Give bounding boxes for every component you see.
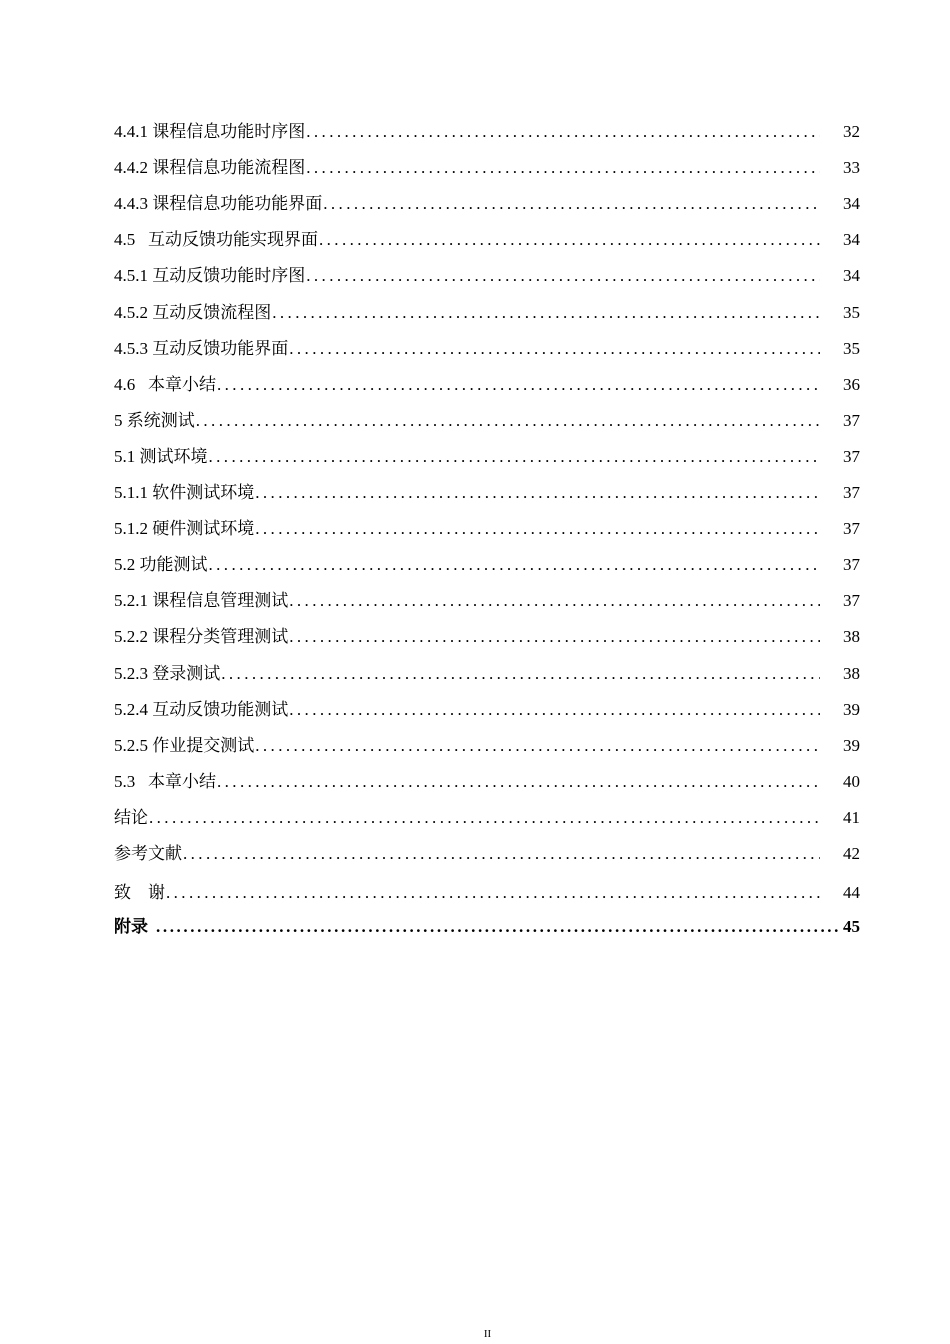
toc-entry-label: 致 谢 [114,882,165,902]
toc-entry-page: 37 [843,591,860,611]
toc-entry-label: 参考文献 [114,843,182,863]
toc-entry-5-2-2[interactable] [114,618,860,654]
toc-entry-page: 38 [843,663,860,683]
toc-entry-label: 4.5.2 互动反馈流程图 [114,302,272,322]
toc-leader-dots [217,772,820,792]
toc-leader-dots [306,122,820,142]
toc-entry-label: 5.2.4 互动反馈功能测试 [114,699,289,719]
toc-entry-page: 38 [843,627,860,647]
toc-entry-label: 5.2.3 登录测试 [114,663,221,683]
toc-entry-label: 附录 [114,916,148,936]
toc-leader-dots [306,158,820,178]
toc-entry-page: 34 [843,194,860,214]
toc-entry-label: 5.1.2 硬件测试环境 [114,519,255,539]
toc-entry-4-6[interactable] [114,366,860,402]
toc-leader-dots [323,194,820,214]
toc-entry-page: 33 [843,158,860,178]
toc-leader-dots [183,844,820,864]
toc-leader-dots [156,917,838,937]
toc-leader-dots [217,375,820,395]
toc-entry-page: 40 [843,771,860,791]
toc-entry-label: 4.5.1 互动反馈功能时序图 [114,266,306,286]
toc-entry-label: 结论 [114,807,148,827]
toc-entry-label: 5.1.1 软件测试环境 [114,483,255,503]
toc-leader-dots [166,883,820,903]
toc-leader-dots [255,519,820,539]
toc-entry-5-3[interactable] [114,763,860,799]
toc-entry-label: 5.2 功能测试 [114,555,208,575]
toc-entry-label: 5 系统测试 [114,410,195,430]
toc-entry-label: 4.5 互动反馈功能实现界面 [114,230,318,250]
toc-entry-page: 45 [843,916,860,936]
toc-entry-4-5[interactable] [114,221,860,257]
toc-entry-page: 34 [843,266,860,286]
toc-entry-page: 44 [843,882,860,902]
toc-entry-5-2-4[interactable] [114,691,860,727]
toc-entry-5-1[interactable] [114,438,860,474]
toc-entry-5-2[interactable] [114,546,860,582]
toc-entry-4-4-2[interactable] [114,149,860,185]
toc-leader-dots [289,339,820,359]
toc-entry-page: 35 [843,338,860,358]
toc-entry-page: 37 [843,446,860,466]
toc-entry-label: 4.4.2 课程信息功能流程图 [114,158,306,178]
toc-entry-page: 37 [843,519,860,539]
toc-entry-page: 34 [843,230,860,250]
table-of-contents [114,113,860,944]
toc-entry-4-5-2[interactable] [114,293,860,329]
toc-leader-dots [196,411,820,431]
toc-entry-conclusion[interactable] [114,799,860,835]
toc-leader-dots [289,591,820,611]
toc-entry-page: 39 [843,735,860,755]
toc-entry-5-2-1[interactable] [114,582,860,618]
toc-entry-5[interactable] [114,402,860,438]
toc-entry-label: 5.2.2 课程分类管理测试 [114,627,289,647]
toc-leader-dots [306,266,820,286]
toc-entry-5-2-5[interactable] [114,727,860,763]
toc-entry-label: 5.2.5 作业提交测试 [114,735,255,755]
toc-entry-page: 37 [843,483,860,503]
toc-entry-page: 42 [843,843,860,863]
toc-entry-label: 5.2.1 课程信息管理测试 [114,591,289,611]
toc-leader-dots [149,808,820,828]
toc-entry-4-4-3[interactable] [114,185,860,221]
toc-entry-page: 36 [843,374,860,394]
toc-entry-page: 41 [843,807,860,827]
toc-entry-4-5-1[interactable] [114,257,860,293]
toc-entry-4-4-1[interactable] [114,113,860,149]
toc-entry-5-1-2[interactable] [114,510,860,546]
toc-entry-label: 4.5.3 互动反馈功能界面 [114,338,289,358]
toc-entry-5-1-1[interactable] [114,474,860,510]
toc-entry-appendix[interactable] [114,910,860,944]
toc-entry-label: 4.4.1 课程信息功能时序图 [114,122,306,142]
toc-entry-page: 37 [843,555,860,575]
toc-entry-page: 35 [843,302,860,322]
toc-leader-dots [289,627,820,647]
toc-entry-label: 5.3 本章小结 [114,771,216,791]
toc-leader-dots [209,447,821,467]
toc-leader-dots [255,736,820,756]
toc-entry-page: 37 [843,410,860,430]
toc-entry-label: 4.4.3 课程信息功能功能界面 [114,194,323,214]
toc-entry-acknowledgements[interactable] [114,871,860,910]
toc-entry-page: 32 [843,122,860,142]
toc-leader-dots [209,555,821,575]
toc-leader-dots [319,230,820,250]
toc-entry-label: 4.6 本章小结 [114,374,216,394]
toc-leader-dots [289,700,820,720]
toc-entry-page: 39 [843,699,860,719]
toc-leader-dots [221,664,820,684]
toc-entry-references[interactable] [114,835,860,871]
footer-page-number: II [483,1328,492,1340]
toc-entry-label: 5.1 测试环境 [114,446,208,466]
toc-entry-5-2-3[interactable] [114,654,860,690]
toc-entry-4-5-3[interactable] [114,330,860,366]
toc-leader-dots [255,483,820,503]
toc-leader-dots [272,303,820,323]
